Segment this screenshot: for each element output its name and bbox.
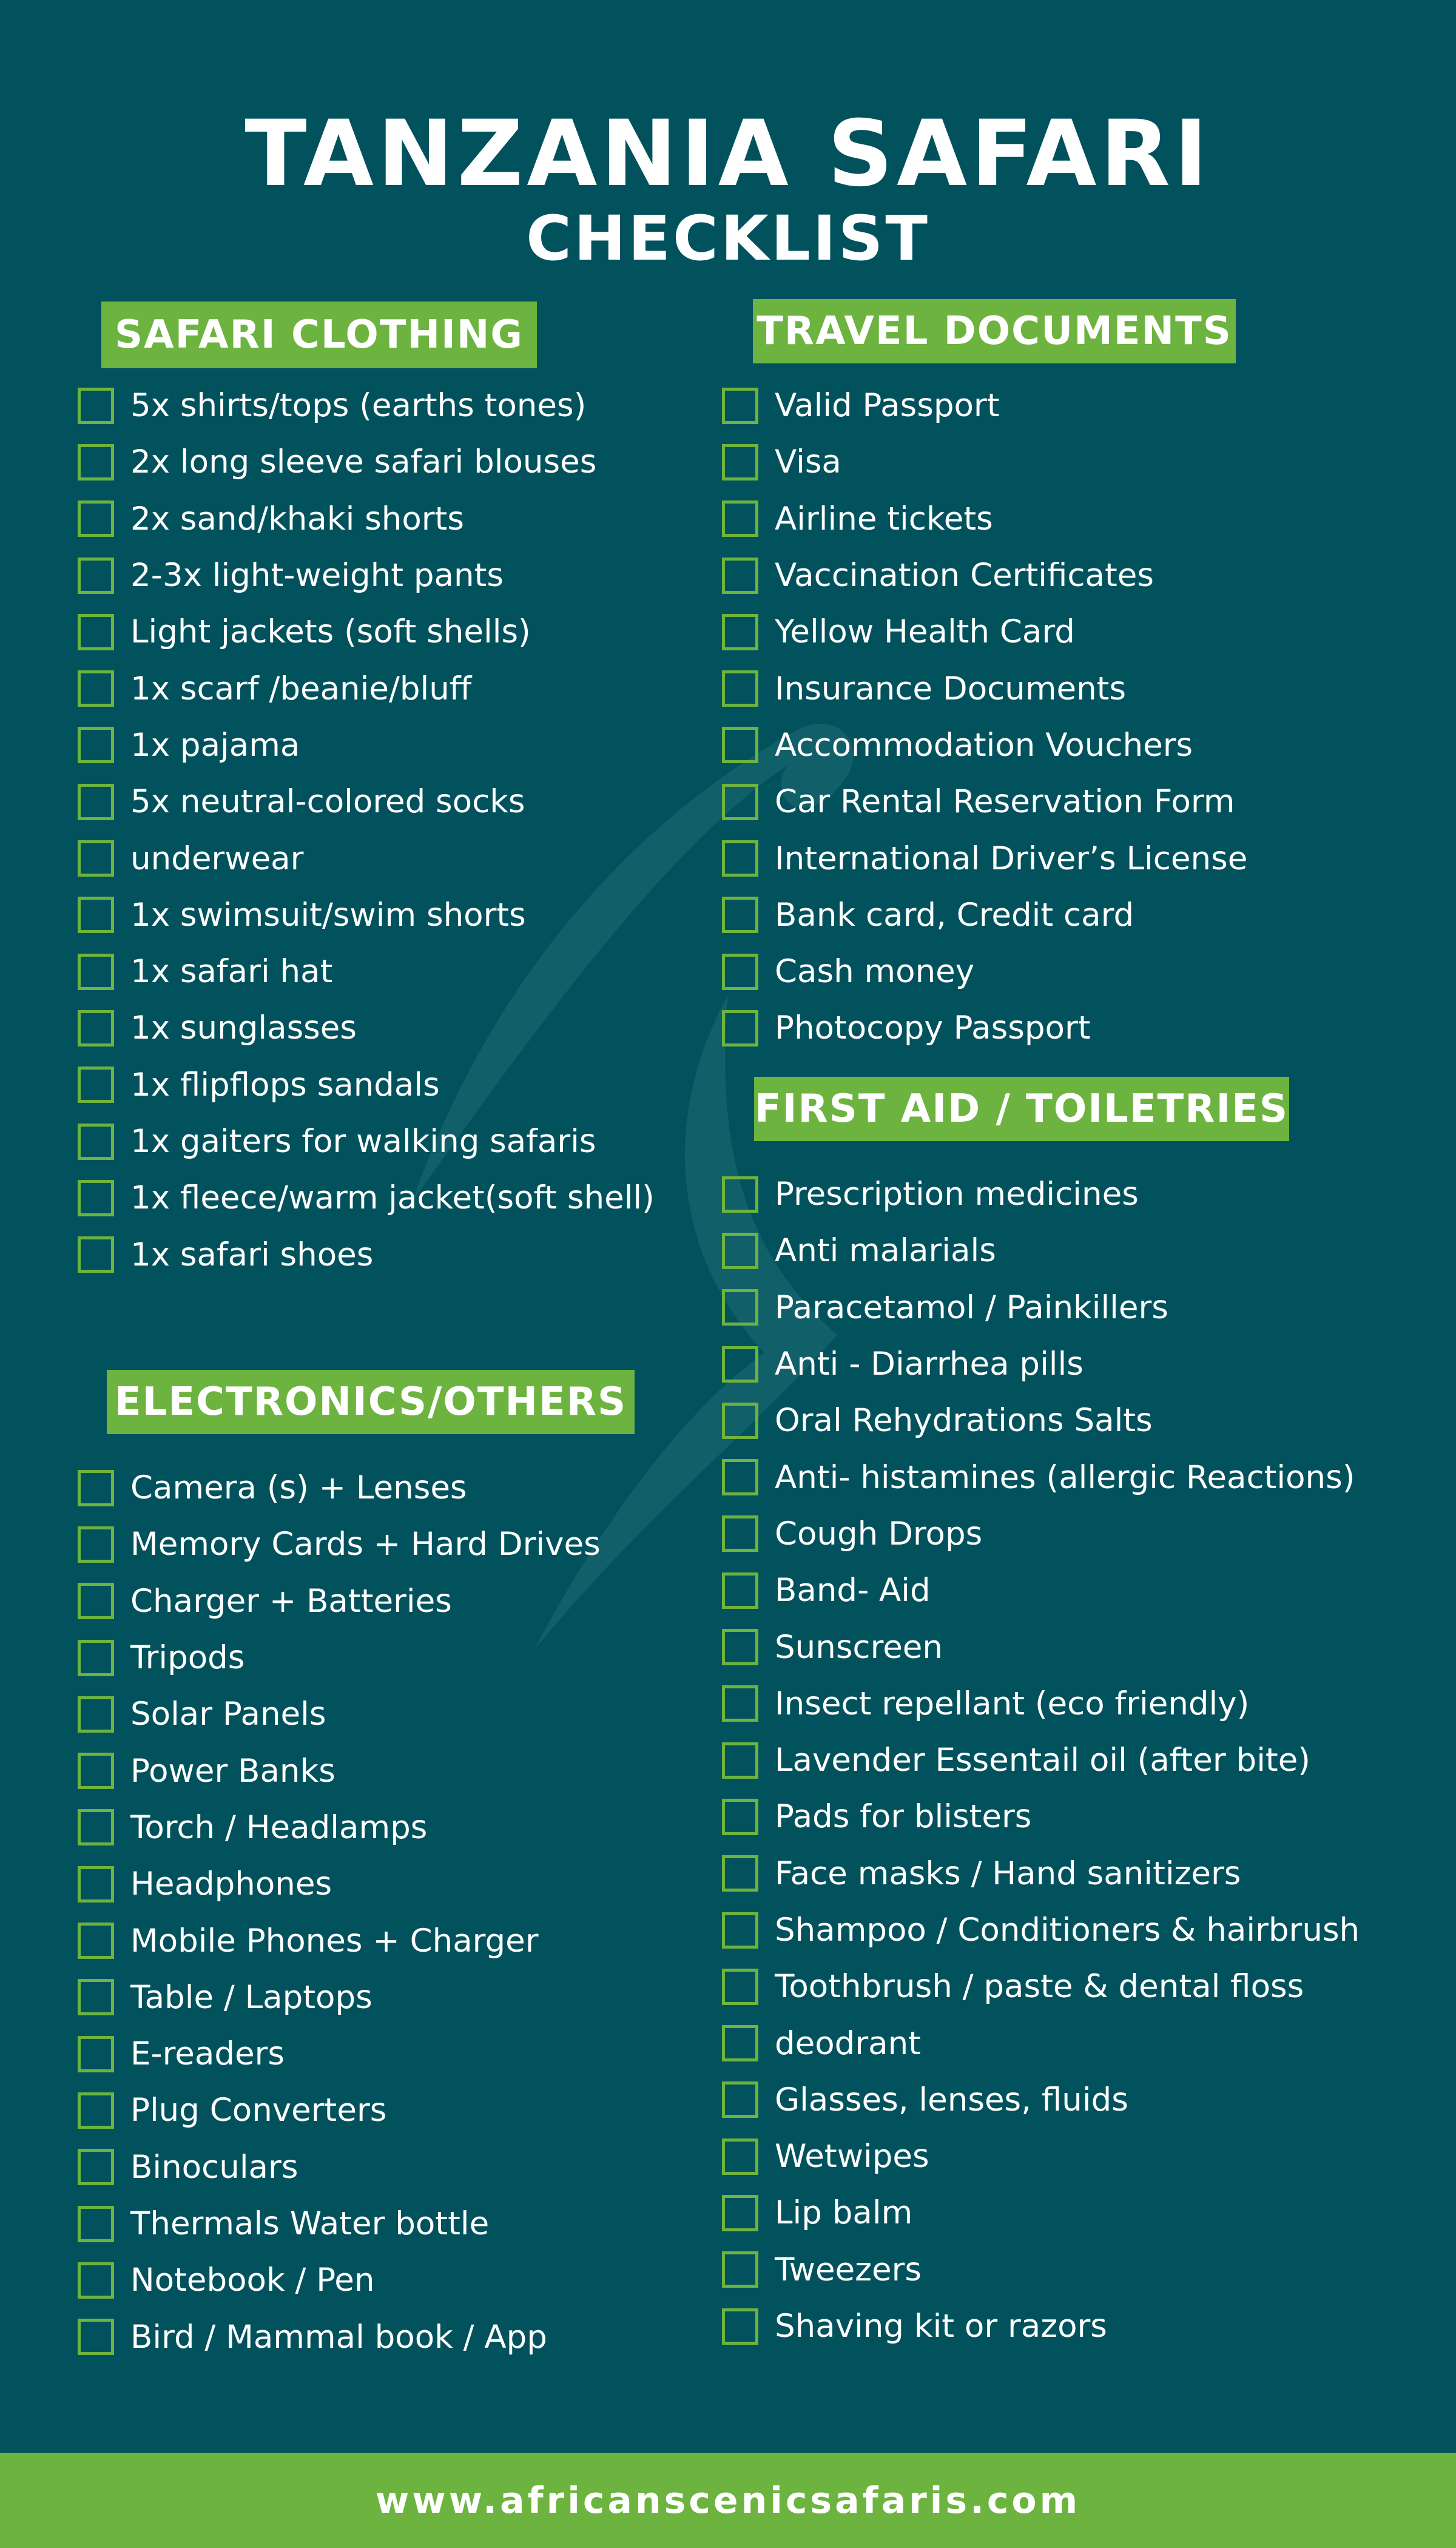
checklist-item-label: Solar Panels <box>130 1696 326 1733</box>
checklist-item[interactable] <box>722 1336 1360 1392</box>
checklist-item[interactable] <box>722 2015 1360 2071</box>
checklist-item[interactable] <box>722 1449 1360 1505</box>
checklist-item-label: Paracetamol / Painkillers <box>775 1289 1168 1326</box>
checklist-item[interactable] <box>722 1619 1360 1675</box>
checkbox[interactable] <box>722 2081 758 2118</box>
checklist-item-label: Insect repellant (eco friendly) <box>775 1685 1250 1722</box>
checklist-item[interactable] <box>722 1000 1247 1056</box>
checklist-item-label: Glasses, lenses, fluids <box>775 2081 1128 2118</box>
checklist-item-label: 1x safari shoes <box>130 1236 374 1273</box>
checklist-item[interactable] <box>722 434 1247 490</box>
checklist-item-label: Cough Drops <box>775 1515 983 1552</box>
checklist-item-label: 1x sunglasses <box>130 1009 357 1047</box>
checkbox[interactable] <box>722 1629 758 1665</box>
checklist-item[interactable] <box>722 2072 1360 2128</box>
checkbox[interactable] <box>78 2092 114 2129</box>
checklist-item[interactable] <box>722 943 1247 1000</box>
checklist-item[interactable] <box>722 491 1247 547</box>
checklist-item-label: Insurance Documents <box>775 670 1127 707</box>
checklist-item[interactable] <box>722 1222 1360 1279</box>
checkbox[interactable] <box>78 727 114 763</box>
checklist-item-label: Notebook / Pen <box>130 2262 375 2299</box>
checklist-item[interactable] <box>78 1057 655 1113</box>
checklist-item[interactable] <box>78 830 655 886</box>
checkbox[interactable] <box>78 954 114 990</box>
checklist-item[interactable] <box>78 547 655 604</box>
checklist-item-label: Visa <box>775 443 841 481</box>
checklist-item-label: Accommodation Vouchers <box>775 726 1193 764</box>
section-header-safari-clothing: SAFARI CLOTHING <box>101 302 537 368</box>
checkbox[interactable] <box>722 500 758 537</box>
checklist-item-label: 1x flipflops sandals <box>130 1066 440 1104</box>
checklist-item-label: Torch / Headlamps <box>130 1808 428 1846</box>
checkbox[interactable] <box>78 1236 114 1273</box>
checkbox[interactable] <box>722 670 758 707</box>
checklist-item-label: Yellow Health Card <box>775 613 1075 651</box>
checkbox[interactable] <box>722 1969 758 2005</box>
checkbox[interactable] <box>78 2319 114 2355</box>
checkbox[interactable] <box>78 1583 114 1619</box>
checkbox[interactable] <box>78 1526 114 1563</box>
checkbox[interactable] <box>78 670 114 707</box>
checklist-item[interactable] <box>78 717 655 774</box>
checklist-item-label: Band- Aid <box>775 1572 931 1609</box>
page-title: TANZANIA SAFARI <box>244 101 1212 207</box>
checklist-item[interactable] <box>722 1392 1360 1449</box>
checkbox[interactable] <box>722 1572 758 1609</box>
checkbox[interactable] <box>78 1866 114 1903</box>
checklist-item[interactable] <box>78 887 655 943</box>
checklist-item[interactable] <box>78 1573 601 1630</box>
checklist-item-label: underwear <box>130 840 304 877</box>
checkbox[interactable] <box>722 897 758 933</box>
checklist-item-label: Charger + Batteries <box>130 1582 452 1620</box>
checklist-item[interactable] <box>78 1630 601 1686</box>
checklist-item[interactable] <box>722 887 1247 943</box>
checklist-item-label: Cash money <box>775 953 975 991</box>
checklist-item[interactable] <box>78 2026 601 2082</box>
checklist-item-label: deodrant <box>775 2024 921 2062</box>
checklist-item[interactable] <box>722 830 1247 886</box>
checklist-item[interactable] <box>722 717 1247 774</box>
checklist-item[interactable] <box>78 2308 601 2365</box>
checklist-item-label: Light jackets (soft shells) <box>130 613 531 651</box>
checklist-item[interactable] <box>722 377 1247 434</box>
website-link[interactable]: www.africanscenicsafaris.com <box>375 2479 1081 2522</box>
checklist-item[interactable] <box>78 660 655 716</box>
section-header-travel-documents: TRAVEL DOCUMENTS <box>753 299 1236 363</box>
checkbox[interactable] <box>722 444 758 480</box>
checkbox[interactable] <box>722 2025 758 2061</box>
checklist-item[interactable] <box>78 491 655 547</box>
checkbox[interactable] <box>722 614 758 650</box>
checklist-item-label: 5x shirts/tops (earths tones) <box>130 387 587 425</box>
checklist-item[interactable] <box>722 1506 1360 1562</box>
checklist-item[interactable] <box>722 1845 1360 1902</box>
checkbox[interactable] <box>722 1176 758 1213</box>
checklist-item[interactable] <box>78 2196 601 2252</box>
checklist-item[interactable] <box>722 1279 1360 1336</box>
checklist-item[interactable] <box>722 2128 1360 2185</box>
checkbox[interactable] <box>78 558 114 594</box>
checklist-item-label: Mobile Phones + Charger <box>130 1922 539 1960</box>
checklist-item-label: 5x neutral-colored socks <box>130 783 525 821</box>
checklist-item-label: 1x gaiters for walking safaris <box>130 1123 596 1160</box>
checklist-item[interactable] <box>78 2252 601 2308</box>
checkbox[interactable] <box>78 2036 114 2072</box>
checkbox[interactable] <box>78 500 114 537</box>
checklist-item-label: 2-3x light-weight pants <box>130 557 504 595</box>
checklist-item[interactable] <box>78 1516 601 1572</box>
checklist-item-label: Airline tickets <box>775 500 993 538</box>
first-aid-list <box>722 1166 1360 2354</box>
checklist-item-label: Shampoo / Conditioners & hairbrush <box>775 1912 1360 1949</box>
checklist-item-label: Lip balm <box>775 2194 913 2232</box>
checkbox[interactable] <box>722 1799 758 1835</box>
checklist-item[interactable] <box>78 1856 601 1912</box>
checkbox[interactable] <box>78 1979 114 2015</box>
section-header-first-aid: FIRST AID / TOILETRIES <box>754 1077 1289 1141</box>
checklist-item[interactable] <box>722 2185 1360 2241</box>
checklist-item-label: Sunscreen <box>775 1628 943 1666</box>
page-subtitle: CHECKLIST <box>526 202 930 275</box>
checklist-item-label: Vaccination Certificates <box>775 557 1154 595</box>
checklist-item-label: Shaving kit or razors <box>775 2308 1107 2345</box>
safari-clothing-list <box>78 377 655 1283</box>
checkbox[interactable] <box>78 1753 114 1789</box>
checklist-item-label: 2x long sleeve safari blouses <box>130 443 597 481</box>
checklist-item-label: 1x safari hat <box>130 953 333 991</box>
checklist-item[interactable] <box>722 1788 1360 1845</box>
checklist-item-label: Pads for blisters <box>775 1798 1032 1836</box>
checkbox[interactable] <box>722 1742 758 1779</box>
checklist-item-label: 1x scarf /beanie/bluff <box>130 670 472 707</box>
checklist-item-label: Face masks / Hand sanitizers <box>775 1855 1241 1892</box>
checklist-item-label: Wetwipes <box>775 2138 929 2176</box>
checklist-item[interactable] <box>722 1958 1360 2015</box>
checklist-item[interactable] <box>78 1170 655 1226</box>
checklist-item-label: Prescription medicines <box>775 1176 1139 1213</box>
checkbox[interactable] <box>722 1233 758 1269</box>
checkbox[interactable] <box>78 1067 114 1103</box>
checklist-item[interactable] <box>722 1676 1360 1732</box>
checkbox[interactable] <box>722 2195 758 2231</box>
checkbox[interactable] <box>78 1010 114 1046</box>
checklist-item-label: Valid Passport <box>775 387 1000 425</box>
checkbox[interactable] <box>722 1346 758 1383</box>
checklist-item[interactable] <box>722 2242 1360 2298</box>
checklist-item-label: 2x sand/khaki shorts <box>130 500 464 538</box>
checklist-item-label: Bank card, Credit card <box>775 896 1134 934</box>
checklist-item[interactable] <box>78 1912 601 1969</box>
section-header-electronics: ELECTRONICS/OTHERS <box>107 1370 635 1434</box>
checklist-item[interactable] <box>722 2298 1360 2354</box>
checkbox[interactable] <box>78 1640 114 1676</box>
checkbox[interactable] <box>78 1124 114 1160</box>
checklist-item-label: Tripods <box>130 1639 245 1677</box>
checklist-item[interactable] <box>78 434 655 490</box>
checklist-item[interactable] <box>78 1969 601 2026</box>
checklist-item-label: Camera (s) + Lenses <box>130 1469 467 1507</box>
checklist-item-label: Photocopy Passport <box>775 1009 1091 1047</box>
checklist-item-label: 1x pajama <box>130 726 300 764</box>
checklist-item[interactable] <box>78 1460 601 1516</box>
checkbox[interactable] <box>722 1912 758 1949</box>
checklist-item-label: Toothbrush / paste & dental floss <box>775 1968 1304 2006</box>
checklist-item-label: Thermals Water bottle <box>130 2205 490 2242</box>
checkbox[interactable] <box>722 388 758 424</box>
checklist-item-label: Power Banks <box>130 1752 335 1790</box>
checklist-item-label: 1x fleece/warm jacket(soft shell) <box>130 1179 655 1217</box>
checkbox[interactable] <box>722 840 758 877</box>
checkbox[interactable] <box>78 2262 114 2299</box>
checklist-item[interactable] <box>722 547 1247 604</box>
checkbox[interactable] <box>722 1855 758 1892</box>
checkbox[interactable] <box>722 1515 758 1552</box>
checkbox[interactable] <box>722 558 758 594</box>
checklist-item[interactable] <box>78 2139 601 2196</box>
checklist-item[interactable] <box>78 1799 601 1856</box>
checkbox[interactable] <box>78 2149 114 2185</box>
checkbox[interactable] <box>722 1403 758 1439</box>
checkbox[interactable] <box>78 1923 114 1959</box>
checkbox[interactable] <box>722 2308 758 2345</box>
checkbox[interactable] <box>78 1696 114 1733</box>
checklist-item-label: 1x swimsuit/swim shorts <box>130 896 526 934</box>
checklist-item-label: Car Rental Reservation Form <box>775 783 1235 821</box>
checklist-item-label: Lavender Essentail oil (after bite) <box>775 1742 1310 1779</box>
footer-banner <box>0 2453 1456 2548</box>
checkbox[interactable] <box>78 897 114 933</box>
checklist-item[interactable] <box>78 1113 655 1170</box>
checklist-item-label: Memory Cards + Hard Drives <box>130 1526 601 1563</box>
checkbox[interactable] <box>78 614 114 650</box>
checkbox[interactable] <box>78 1470 114 1506</box>
checklist-item[interactable] <box>722 1166 1360 1222</box>
checklist-item[interactable] <box>78 604 655 660</box>
checklist-item-label: Plug Converters <box>130 2092 387 2129</box>
checkbox[interactable] <box>78 1180 114 1216</box>
checklist-item[interactable] <box>78 2082 601 2138</box>
checkbox[interactable] <box>722 784 758 820</box>
checkbox[interactable] <box>722 1289 758 1326</box>
checklist-item-label: Anti malarials <box>775 1232 996 1270</box>
checklist-item[interactable] <box>722 774 1247 830</box>
checklist-item[interactable] <box>78 1742 601 1799</box>
checkbox[interactable] <box>722 727 758 763</box>
checklist-item-label: Headphones <box>130 1866 332 1903</box>
checkbox[interactable] <box>78 388 114 424</box>
checkbox[interactable] <box>722 1459 758 1495</box>
checklist-item-label: Binoculars <box>130 2148 298 2186</box>
checkbox[interactable] <box>78 2206 114 2242</box>
checklist-item[interactable] <box>722 1902 1360 1958</box>
checklist-item-label: Anti - Diarrhea pills <box>775 1346 1084 1383</box>
checkbox[interactable] <box>78 840 114 877</box>
checklist-item[interactable] <box>78 377 655 434</box>
checklist-item-label: Bird / Mammal book / App <box>130 2318 547 2356</box>
checkbox[interactable] <box>722 2251 758 2288</box>
checkbox[interactable] <box>722 954 758 990</box>
checkbox[interactable] <box>722 2138 758 2175</box>
checkbox[interactable] <box>78 1809 114 1845</box>
checklist-item[interactable] <box>722 1562 1360 1619</box>
checklist-item[interactable] <box>78 1226 655 1282</box>
checklist-item[interactable] <box>722 1732 1360 1788</box>
checklist-item[interactable] <box>78 1000 655 1056</box>
checkbox[interactable] <box>722 1010 758 1046</box>
checklist-item-label: E-readers <box>130 2035 285 2073</box>
checklist-item[interactable] <box>78 943 655 1000</box>
checklist-item[interactable] <box>722 604 1247 660</box>
checkbox[interactable] <box>78 784 114 820</box>
checklist-item-label: Tweezers <box>775 2251 922 2288</box>
travel-documents-list <box>722 377 1247 1057</box>
checklist-item-label: Table / Laptops <box>130 1978 372 2016</box>
electronics-list <box>78 1460 601 2365</box>
checklist-item-label: Anti- histamines (allergic Reactions) <box>775 1458 1355 1496</box>
checklist-item[interactable] <box>78 774 655 830</box>
checkbox[interactable] <box>78 444 114 480</box>
checklist-item-label: International Driver’s License <box>775 840 1248 877</box>
checklist-item[interactable] <box>78 1686 601 1742</box>
checkbox[interactable] <box>722 1685 758 1722</box>
checklist-item[interactable] <box>722 660 1247 716</box>
checklist-item-label: Oral Rehydrations Salts <box>775 1402 1153 1440</box>
